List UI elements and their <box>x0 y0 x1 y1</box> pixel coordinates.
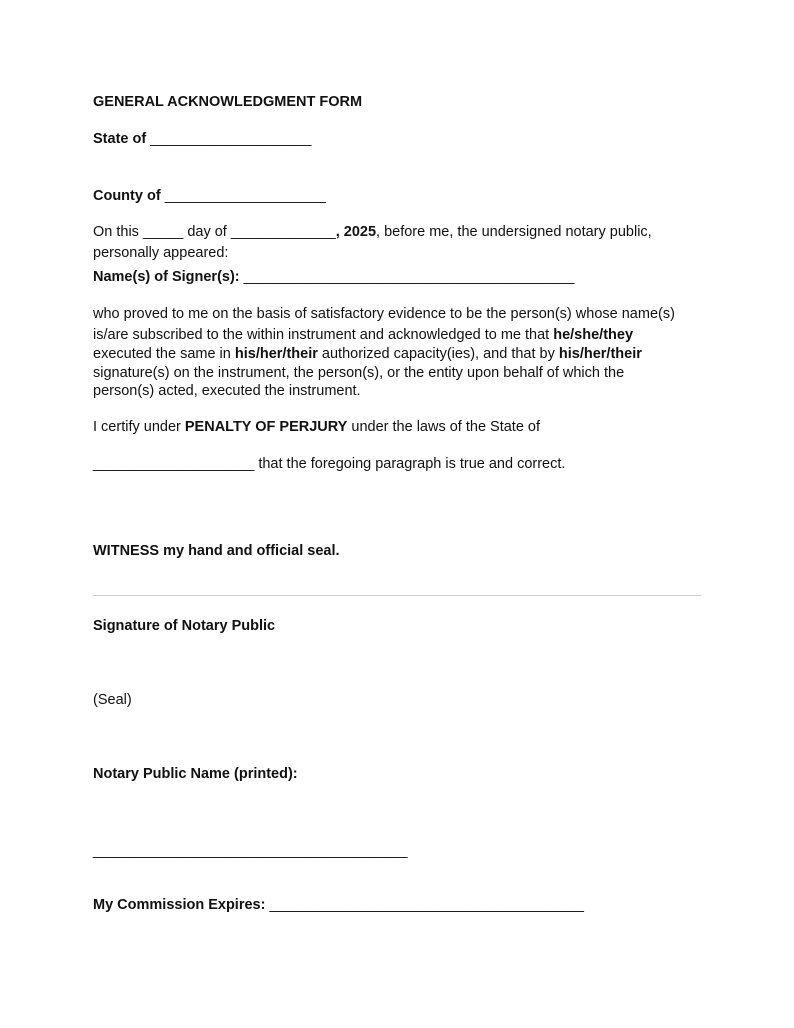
certify-suffix: under the laws of the State of <box>351 419 541 435</box>
state-field[interactable] <box>93 131 312 147</box>
body-line-5: person(s) acted, executed the instrument. <box>93 383 361 399</box>
body-line-1: who proved to me on the basis of satisfactory evidence to be the person(s) whose name(s) <box>93 306 675 322</box>
pronoun-his-her-their-1: his/her/their <box>234 346 318 362</box>
commission-field[interactable] <box>93 897 584 913</box>
certify-prefix: I certify under <box>93 419 181 435</box>
state-label: State of <box>93 131 147 147</box>
body-line-3-text-a: executed the same in <box>93 346 231 362</box>
signer-blank[interactable]: _________________________________________ <box>243 269 575 285</box>
date-line <box>93 224 652 240</box>
commission-label: My Commission Expires: <box>93 897 266 913</box>
certify-end-text: that the foregoing paragraph is true and correct. <box>258 456 566 472</box>
signer-label: Name(s) of Signer(s): <box>93 269 240 285</box>
day-blank[interactable]: _____ <box>142 224 184 240</box>
personally-appeared-text: personally appeared: <box>93 245 229 261</box>
body-line-3-text-b: authorized capacity(ies), and that by <box>321 346 555 362</box>
county-field[interactable] <box>93 188 326 204</box>
county-label: County of <box>93 188 161 204</box>
body-line-4: signature(s) on the instrument, the person(s), or the entity upon behalf of which the <box>93 365 625 381</box>
month-blank[interactable]: _____________ <box>230 224 336 240</box>
county-blank[interactable]: ____________________ <box>164 188 326 204</box>
year-text: , 2025 <box>335 224 377 240</box>
form-title: GENERAL ACKNOWLEDGMENT FORM <box>93 94 363 110</box>
signer-field[interactable] <box>93 269 574 285</box>
certify-line <box>93 419 540 435</box>
signature-label: Signature of Notary Public <box>93 618 276 634</box>
penalty-of-perjury: PENALTY OF PERJURY <box>184 419 348 435</box>
commission-blank[interactable]: _______________________________________ <box>269 897 584 913</box>
witness-text: WITNESS my hand and official seal. <box>93 543 340 559</box>
certify-state-blank[interactable]: ____________________ <box>93 456 255 472</box>
pronoun-his-her-their-2: his/her/their <box>558 346 642 362</box>
certify-state-line <box>93 456 565 472</box>
printed-name-blank[interactable]: _______________________________________ <box>93 843 408 859</box>
body-line-2 <box>93 327 633 343</box>
body-line-3 <box>93 346 642 362</box>
printed-name-label: Notary Public Name (printed): <box>93 766 298 782</box>
day-of-text: day of <box>187 224 227 240</box>
on-this-text: On this <box>93 224 139 240</box>
pronoun-he-she-they: he/she/they <box>553 327 634 343</box>
seal-text: (Seal) <box>93 692 132 708</box>
state-blank[interactable]: ____________________ <box>150 131 312 147</box>
body-line-2-text: is/are subscribed to the within instrument and acknowledged to me that <box>93 327 550 343</box>
signature-line[interactable] <box>93 595 701 596</box>
before-me-text: , before me, the undersigned notary public, <box>376 224 652 240</box>
